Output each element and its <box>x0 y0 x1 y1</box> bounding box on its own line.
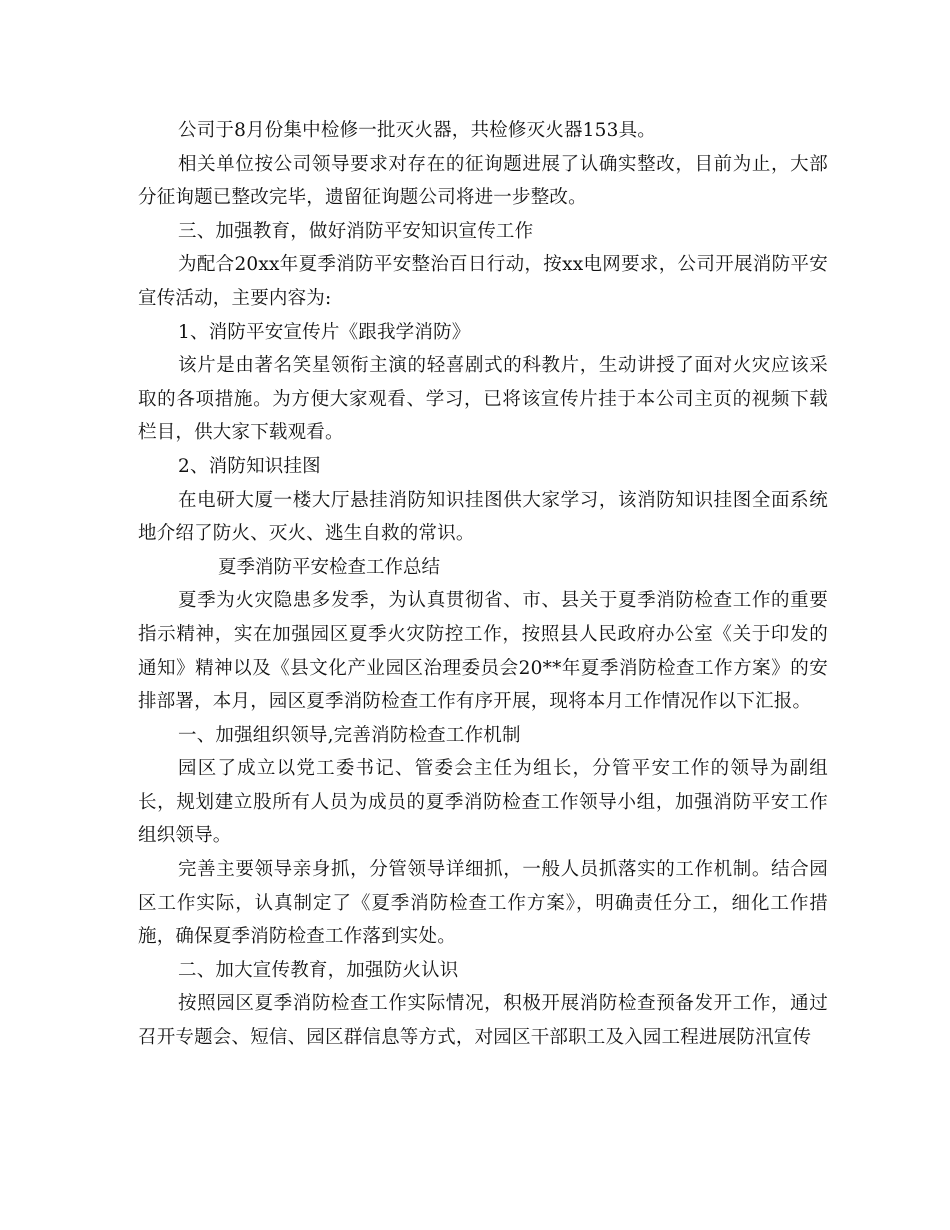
sub-heading: 1、消防平安宣传片《跟我学消防》 <box>178 321 471 343</box>
sub-heading: 2、消防知识挂图 <box>178 455 321 477</box>
paragraph: 园区了成立以党工委书记、管委会主任为组长，分管平安工作的领导为副组长，规划建立股所有人员为成员的夏季消防检查工作领导小组，加强消防平安工作组织领导。 <box>138 758 828 847</box>
paragraph: 夏季为火灾隐患多发季，为认真贯彻省、市、县关于夏季消防检查工作的重要指示精神，实在加强园区夏季火灾防控工作，按照县人民政府办公室《关于印发的通知》精神以及《县文化产业园区治理委员会20**年夏季消防检查工作方案》的安排部署，本月，园区夏季消防检查工作有序开展，现将本月工作情况作以下汇报。 <box>138 590 828 713</box>
paragraph: 按照园区夏季消防检查工作实际情况，积极开展消防检查预备发开工作，通过召开专题会、短信、园区群信息等方式，对园区干部职工及入园工程进展防汛宣传 <box>138 993 828 1049</box>
paragraph: 相关单位按公司领导要求对存在的征询题进展了认确实整改，目前为止，大部分征询题已整改完毕，遗留征询题公司将进一步整改。 <box>138 153 828 209</box>
section-heading: 三、加强教育，做好消防平安知识宣传工作 <box>178 220 534 242</box>
section-heading: 二、加大宣传教育，加强防火认识 <box>178 959 459 981</box>
paragraph: 该片是由著名笑星领衔主演的轻喜剧式的科教片，生动讲授了面对火灾应该采取的各项措施。为方便大家观看、学习，已将该宣传片挂于本公司主页的视频下载栏目，供大家下载观看。 <box>138 355 828 444</box>
document-title: 夏季消防平安检查工作总结 <box>218 556 441 578</box>
paragraph: 公司于8月份集中检修一批灭火器，共检修灭火器153具。 <box>178 120 656 141</box>
document-body <box>138 114 828 1055</box>
paragraph: 完善主要领导亲身抓，分管领导详细抓，一般人员抓落实的工作机制。结合园区工作实际，认真制定了《夏季消防检查工作方案》，明确责任分工，细化工作措施，确保夏季消防检查工作落到实处。 <box>138 859 828 948</box>
section-heading: 一、加强组织领导,完善消防检查工作机制 <box>178 724 521 746</box>
paragraph: 在电研大厦一楼大厅悬挂消防知识挂图供大家学习，该消防知识挂图全面系统地介绍了防火、灭火、逃生自救的常识。 <box>138 489 828 545</box>
paragraph: 为配合20xx年夏季消防平安整治百日行动，按xx电网要求，公司开展消防平安宣传活动，主要内容为: <box>138 254 828 309</box>
